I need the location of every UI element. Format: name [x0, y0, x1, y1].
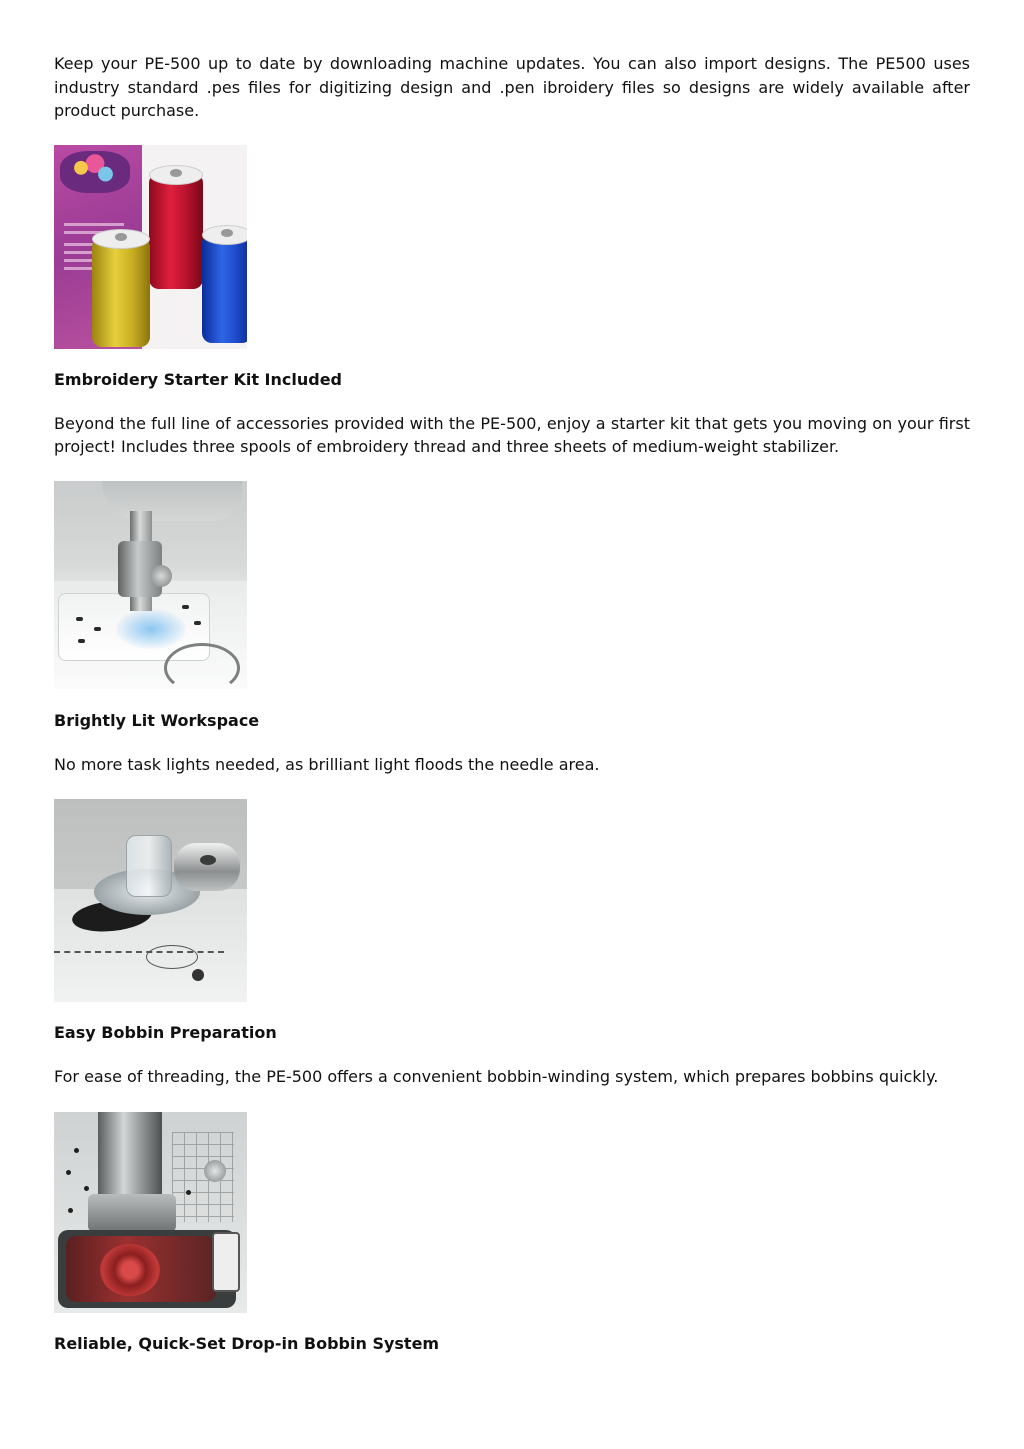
drop-in-bobbin-photo — [54, 1112, 247, 1313]
yellow-thread-spool — [92, 237, 150, 347]
section-heading-bobbin-prep: Easy Bobbin Preparation — [54, 1023, 277, 1042]
section-body-starter-kit: Beyond the full line of accessories provided with the PE-500, enjoy a starter kit that gets you moving on your first project! Includes three spools of embroidery thread and three sheets of medium-weight stabilizer. — [54, 413, 970, 456]
thread-spools-photo — [54, 145, 247, 349]
section-heading-workspace: Brightly Lit Workspace — [54, 710, 260, 730]
red-thread-spool — [149, 173, 203, 289]
bobbin-cover-latch — [212, 1232, 240, 1292]
section-body-workspace: No more task lights needed, as brilliant light floods the needle area. — [54, 754, 600, 774]
winder-knob — [174, 843, 240, 891]
section-heading-drop-in-bobbin: Reliable, Quick-Set Drop-in Bobbin System — [54, 1333, 440, 1353]
seam-guide-grid — [172, 1132, 234, 1222]
clear-bobbin — [126, 835, 172, 897]
red-bobbin — [100, 1244, 160, 1296]
floral-design — [60, 151, 130, 193]
bobbin-winder-photo — [54, 799, 247, 1002]
section-body-bobbin-prep: For ease of threading, the PE-500 offers a convenient bobbin-winding system, which prepares bobbins quickly. — [54, 1067, 939, 1086]
lit-workspace-photo — [54, 481, 247, 689]
intro-paragraph: Keep your PE-500 up to date by downloading machine updates. You can also import designs. The PE500 uses industry standard .pes files for digitizing design and .pen ibroidery files so designs are widely available after product purchase. — [54, 54, 970, 120]
document-page — [54, 52, 970, 1355]
light-glow — [116, 609, 186, 649]
blue-thread-spool — [202, 233, 247, 343]
section-heading-starter-kit: Embroidery Starter Kit Included — [54, 369, 342, 389]
